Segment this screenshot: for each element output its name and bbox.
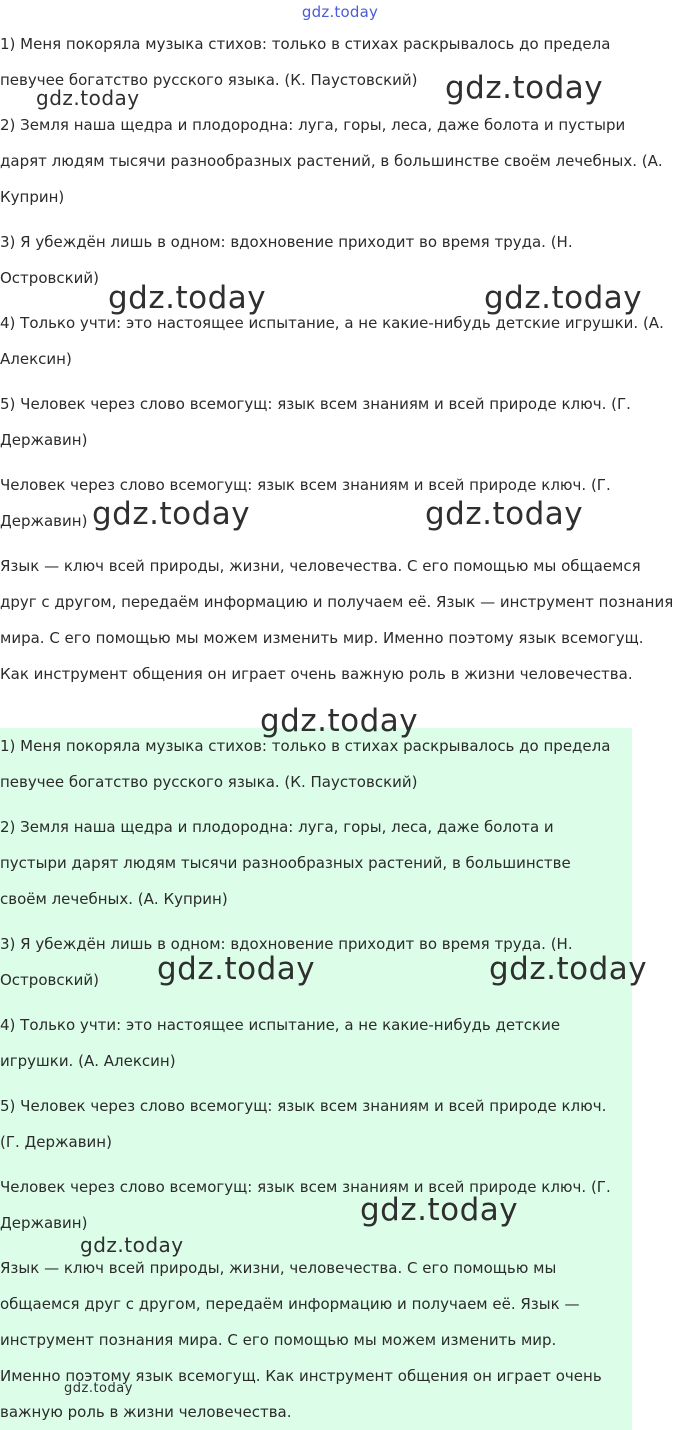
answer-quote-2: 2) Земля наша щедра и плодородна: луга, горы, леса, даже болота и пустыри дарят людям тысячи разнообразных растений, в большинстве своём лечебных. (А. Куприн): [0, 818, 571, 908]
essay-paragraph: Язык — ключ всей природы, жизни, человечества. С его помощью мы общаемся друг с другом, передаём информацию и получаем её. Язык — инструмент познания мира. С его помощью мы можем изменить мир. Именно поэтому язык всемогущ. Как инструмент общения он играет очень важную роль в жизни человечества.: [0, 557, 674, 683]
watermark: gdz.today: [80, 1233, 184, 1257]
watermark: gdz.today: [360, 1192, 519, 1228]
answer-essay-paragraph: Язык — ключ всей природы, жизни, человечества. С его помощью мы общаемся друг с другом, передаём информацию и получаем её. Язык — инструмент познания мира. С его помощью мы можем изменить мир. Именно поэтому язык всемогущ. Как инструмент общения он играет очень важную роль в жизни человечества.: [0, 1259, 602, 1421]
watermark: gdz.today: [445, 70, 604, 106]
answer-block: [0, 728, 632, 1430]
watermark: gdz.today: [484, 280, 643, 316]
quote-1: 1) Меня покоряла музыка стихов: только в стихах раскрывалось до предела певучее богатство русского языка. (К. Паустовский): [0, 35, 611, 89]
answer-quote-5: 5) Человек через слово всемогущ: язык всем знаниям и всей природе ключ. (Г. Державин): [0, 1097, 607, 1151]
watermark: gdz.today: [157, 951, 316, 987]
watermark: gdz.today: [92, 496, 251, 532]
answer-quote-3: 3) Я убеждён лишь в одном: вдохновение приходит во время труда. (Н. Островский): [0, 935, 573, 989]
watermark: gdz.today: [425, 496, 584, 532]
watermark: gdz.today: [260, 703, 419, 739]
answer-quote-4: 4) Только учти: это настоящее испытание, а не какие-нибудь детские игрушки. (А. Алексин): [0, 1016, 561, 1070]
watermark: gdz.today: [489, 951, 648, 987]
quote-3: 3) Я убеждён лишь в одном: вдохновение приходит во время труда. (Н. Островский): [0, 233, 573, 287]
quote-4: 4) Только учти: это настоящее испытание, а не какие-нибудь детские игрушки. (А. Алексин): [0, 314, 664, 368]
answer-quote-1: 1) Меня покоряла музыка стихов: только в стихах раскрывалось до предела певучее богатство русского языка. (К. Паустовский): [0, 737, 611, 791]
site-header-link[interactable]: gdz.today: [301, 3, 379, 21]
exercise-text: [0, 26, 680, 701]
watermark: gdz.today: [64, 1381, 133, 1396]
quote-5: 5) Человек через слово всемогущ: язык всем знаниям и всей природе ключ. (Г. Державин): [0, 395, 631, 449]
quote-2: 2) Земля наша щедра и плодородна: луга, горы, леса, даже болота и пустыри дарят людям тысячи разнообразных растений, в большинстве своём лечебных. (А. Куприн): [0, 116, 663, 206]
watermark: gdz.today: [36, 86, 140, 110]
watermark: gdz.today: [108, 280, 267, 316]
answer-selected-quote: Человек через слово всемогущ: язык всем знаниям и всей природе ключ. (Г. Державин): [0, 1178, 611, 1232]
selected-quote: Человек через слово всемогущ: язык всем знаниям и всей природе ключ. (Г. Державин): [0, 476, 611, 530]
